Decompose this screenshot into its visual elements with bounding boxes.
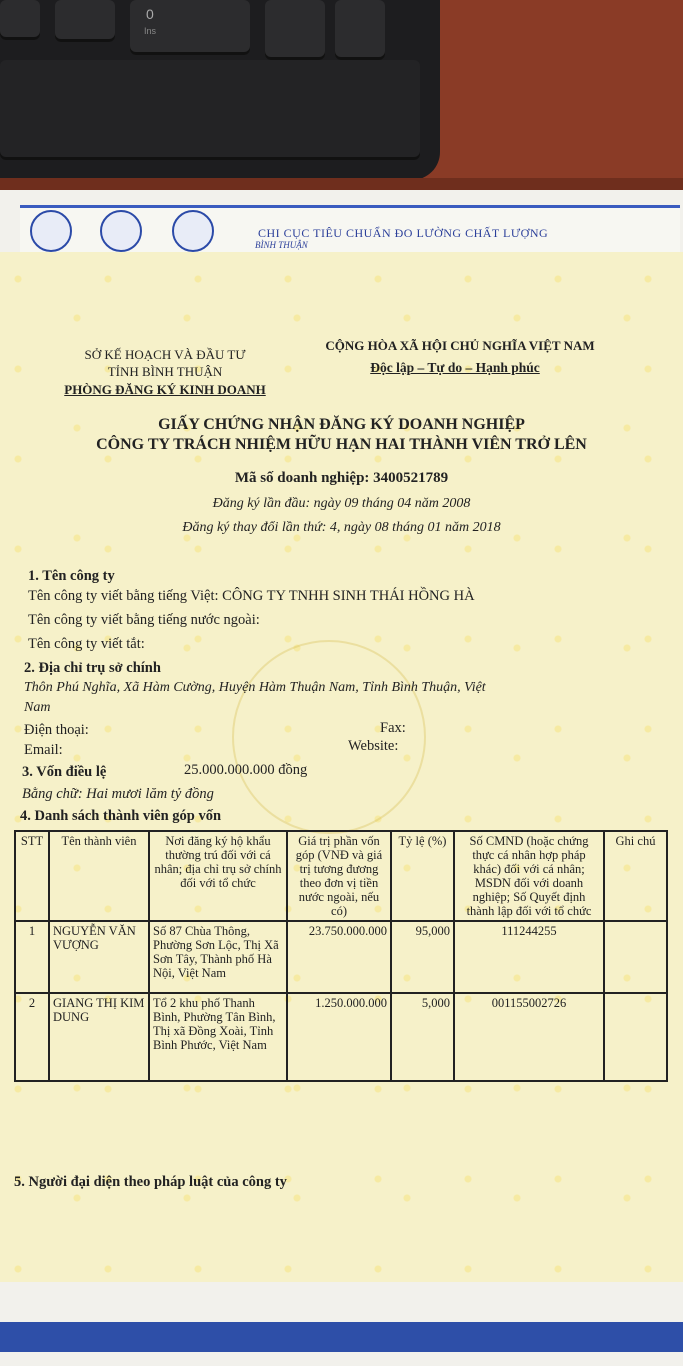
national-emblem-watermark (232, 640, 426, 834)
first-registration: Đăng ký lần đầu: ngày 09 tháng 04 năm 2008 (212, 496, 471, 511)
agency-strip-title: CHI CỤC TIÊU CHUẨN ĐO LƯỜNG CHẤT LƯỢNG (258, 226, 549, 240)
phone-label: Điện thoại: (24, 722, 89, 738)
row-address: Số 87 Chùa Thông, Phường Sơn Lộc, Thị Xã Sơn Tây, Thành phố Hà Nội, Việt Nam (149, 921, 287, 993)
issuer-line2: TỈNH BÌNH THUẬN (107, 364, 223, 379)
row-capital: 23.750.000.000 (287, 921, 391, 993)
tax-code: Mã số doanh nghiệp: 3400521789 (234, 470, 449, 486)
row-name: NGUYỄN VĂN VƯỢNG (49, 921, 149, 993)
row-id-number: 001155002726 (454, 993, 604, 1081)
row-address: Tổ 2 khu phố Thanh Bình, Phường Tân Bình, Thị xã Đồng Xoài, Tỉnh Bình Phước, Việt Nam (149, 993, 287, 1081)
keyboard-key-zero (130, 0, 250, 55)
row-note (604, 993, 667, 1081)
column-header-stt: STT (15, 831, 49, 921)
keyboard-body (0, 60, 420, 160)
row-ratio: 5,000 (391, 993, 454, 1081)
column-header-ratio: Tỷ lệ (%) (391, 831, 454, 921)
row-note (604, 921, 667, 993)
keyboard (0, 0, 440, 180)
column-header-note: Ghi chú (604, 831, 667, 921)
fax-label: Fax: (380, 720, 406, 736)
key-sub-label: Ins (144, 26, 157, 36)
bottom-page-strip (0, 1322, 683, 1352)
table-header-row (15, 831, 667, 921)
quality-logo-icon (172, 210, 214, 252)
keyboard-key (335, 0, 385, 60)
charter-capital-in-words: Bằng chữ: Hai mươi lăm tỷ đồng (22, 786, 214, 802)
row-stt: 1 (15, 921, 49, 993)
website-label: Website: (348, 738, 399, 754)
keyboard-key (55, 0, 115, 42)
members-table (14, 830, 668, 1082)
section2-heading: 2. Địa chỉ trụ sở chính (24, 660, 161, 676)
charter-capital-amount: 25.000.000.000 đồng (184, 762, 308, 778)
column-header-name: Tên thành viên (49, 831, 149, 921)
row-stt: 2 (15, 993, 49, 1081)
national-title: CỘNG HÒA XÃ HỘI CHỦ NGHĨA VIỆT NAM (325, 338, 595, 353)
company-name-short: Tên công ty viết tắt: (28, 636, 145, 652)
address-line2: Nam (24, 700, 51, 715)
row-id-number: 111244255 (454, 921, 604, 993)
column-header-id: Số CMND (hoặc chứng thực cá nhân hợp pháp khác) đối với cá nhân; MSDN đối với doanh nghiệp; Số Quyết định thành lập đối với tổ chức (454, 831, 604, 921)
company-name-foreign: Tên công ty viết bằng tiếng nước ngoài: (28, 612, 260, 628)
table-row (15, 993, 667, 1081)
company-type-title: CÔNG TY TRÁCH NHIỆM HỮU HẠN HAI THÀNH VIÊN TRỞ LÊN (96, 436, 587, 453)
issuer-line1: SỞ KẾ HOẠCH VÀ ĐẦU TƯ (84, 347, 246, 362)
change-registration: Đăng ký thay đổi lần thứ: 4, ngày 08 tháng 01 năm 2018 (182, 520, 501, 535)
section4-heading: 4. Danh sách thành viên góp vốn (20, 808, 222, 824)
section5-heading: 5. Người đại diện theo pháp luật của công ty (14, 1174, 287, 1190)
company-name-vietnamese: Tên công ty viết bằng tiếng Việt: CÔNG TY TNHH SINH THÁI HỒNG HÀ (28, 588, 475, 604)
column-header-address: Nơi đăng ký hộ khẩu thường trú đối với cá nhân; địa chỉ trụ sở chính đối với tổ chức (149, 831, 287, 921)
email-label: Email: (24, 742, 63, 758)
column-header-capital: Giá trị phần vốn góp (VNĐ và giá trị tương đương theo đơn vị tiền nước ngoài, nếu có) (287, 831, 391, 921)
section3-heading: 3. Vốn điều lệ (22, 764, 107, 780)
agency-strip-subtitle: BÌNH THUẬN (255, 240, 308, 250)
certificate-title: GIẤY CHỨNG NHẬN ĐĂNG KÝ DOANH NGHIỆP (158, 416, 525, 433)
row-ratio: 95,000 (391, 921, 454, 993)
accreditation-logo-icon (100, 210, 142, 252)
section1-heading: 1. Tên công ty (28, 568, 115, 584)
row-capital: 1.250.000.000 (287, 993, 391, 1081)
issuer-line3: PHÒNG ĐĂNG KÝ KINH DOANH (64, 382, 266, 397)
address-line1: Thôn Phú Nghĩa, Xã Hàm Cường, Huyện Hàm Thuận Nam, Tỉnh Bình Thuận, Việt (24, 680, 486, 695)
keyboard-key (0, 0, 40, 40)
keyboard-key (265, 0, 325, 60)
agency-logo-icon (30, 210, 72, 252)
row-name: GIANG THỊ KIM DUNG (49, 993, 149, 1081)
table-row (15, 921, 667, 993)
national-motto: Độc lập – Tự do – Hạnh phúc (370, 360, 540, 375)
key-label: 0 (146, 6, 154, 22)
